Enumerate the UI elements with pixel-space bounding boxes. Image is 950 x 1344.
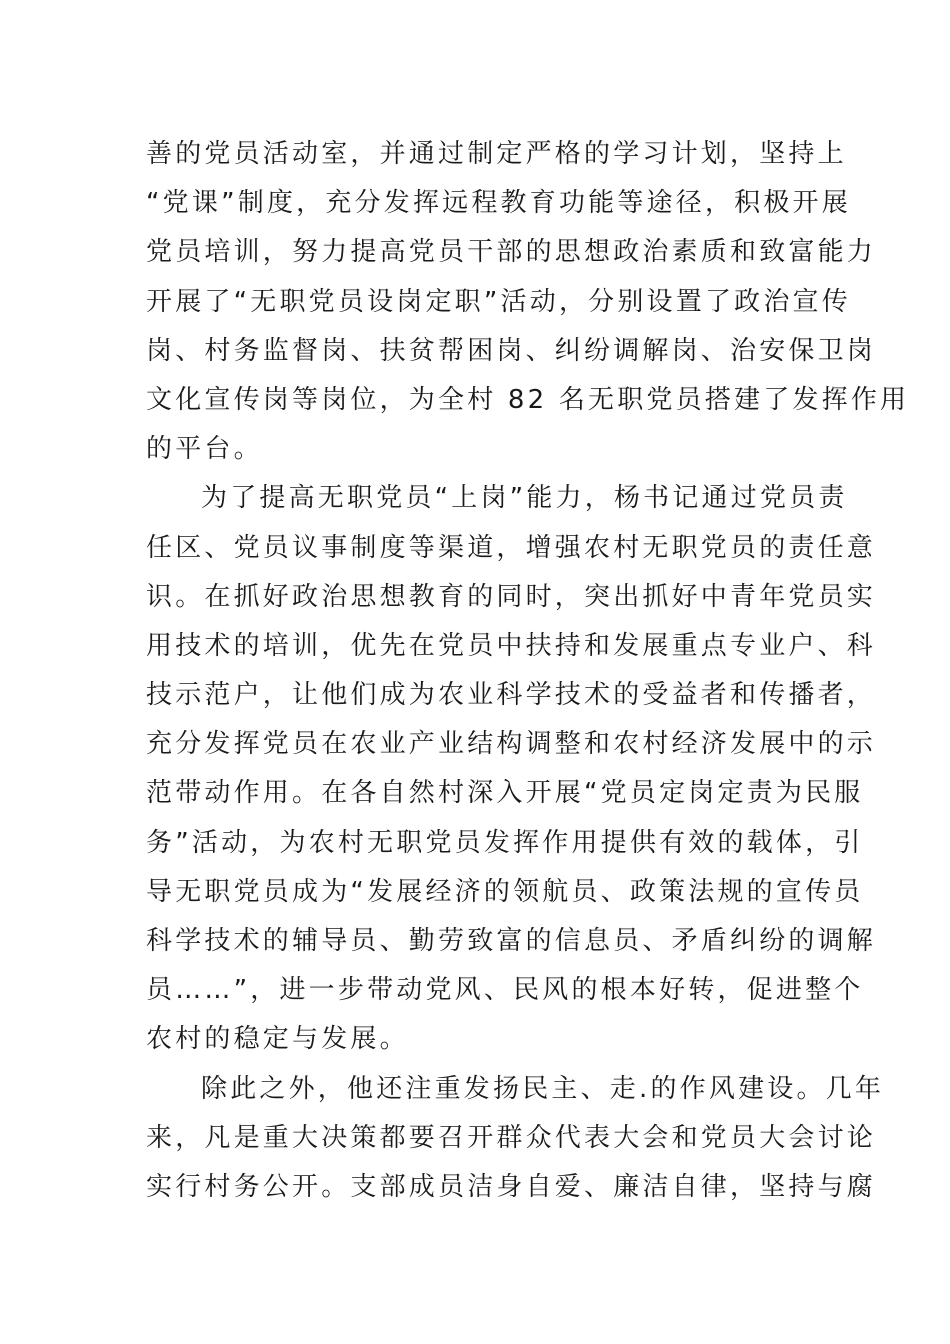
text-line: 导无职党员成为“发展经济的领航员、政策法规的宣传员 bbox=[146, 876, 864, 907]
text-line: 用技术的培训，优先在党员中扶持和发展重点专业户、科 bbox=[146, 630, 877, 661]
text-line: 技示范户，让他们成为农业科学技术的受益者和传播者， bbox=[146, 680, 877, 711]
text-line: 员……”，进一步带动党风、民风的根本好转，促进整个 bbox=[146, 975, 864, 1006]
text-line: 来，凡是重大决策都要召开群众代表大会和党员大会讨论 bbox=[146, 1122, 877, 1153]
text-line: 的平台。 bbox=[146, 434, 263, 465]
text-line: 开展了“无职党员设岗定职”活动，分别设置了政治宣传 bbox=[146, 286, 851, 317]
body-text bbox=[146, 130, 910, 1212]
paragraph-first-line: 为了提高无职党员“上岗”能力，杨书记通过党员责 bbox=[201, 483, 848, 514]
text-line: 岗、村务监督岗、扶贫帮困岗、纠纷调解岗、治安保卫岗 bbox=[146, 335, 877, 366]
text-line: 善的党员活动室，并通过制定严格的学习计划，坚持上 bbox=[146, 139, 847, 169]
text-line: 范带动作用。在各自然村深入开展“党员定岗定责为民服 bbox=[146, 778, 864, 809]
text-line: 实行村务公开。支部成员洁身自爱、廉洁自律，坚持与腐 bbox=[146, 1171, 877, 1202]
text-line: “党课”制度，充分发挥远程教育功能等途径，积极开展 bbox=[146, 188, 851, 219]
text-line: 任区、党员议事制度等渠道，增强农村无职党员的责任意 bbox=[146, 532, 877, 563]
paragraph-first-line: 除此之外，他还注重发扬民主、走.的作风建设。几年 bbox=[201, 1073, 885, 1104]
text-line: 充分发挥党员在农业产业结构调整和农村经济发展中的示 bbox=[146, 729, 877, 760]
text-line: 科学技术的辅导员、勤劳致富的信息员、矛盾纠纷的调解 bbox=[146, 926, 877, 956]
text-line: 务”活动，为农村无职党员发挥作用提供有效的载体，引 bbox=[146, 827, 864, 858]
text-line: 识。在抓好政治思想教育的同时，突出抓好中青年党员实 bbox=[146, 581, 877, 612]
text-line: 党员培训，努力提高党员干部的思想政治素质和致富能力 bbox=[146, 237, 877, 268]
text-line: 文化宣传岗等岗位，为全村 82 名无职党员搭建了发挥作用 bbox=[146, 384, 910, 415]
text-line: 农村的稳定与发展。 bbox=[146, 1024, 409, 1055]
